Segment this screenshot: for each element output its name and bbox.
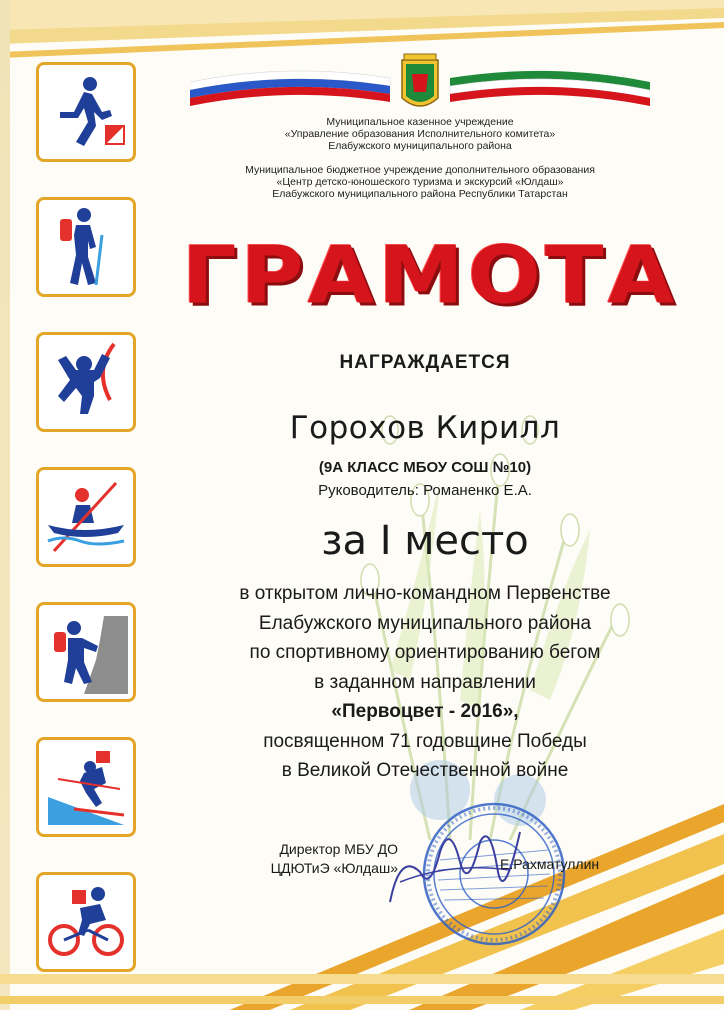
org1-line2: «Управление образования Исполнительного комитета» bbox=[284, 128, 556, 140]
description-line-4: в заданном направлении bbox=[314, 671, 536, 693]
org2-line3: Елабужского муниципального района Республики Татарстан bbox=[272, 188, 568, 200]
award-place: за I место bbox=[321, 518, 529, 564]
director-position-line-2: ЦДЮТиЭ «Юлдаш» bbox=[270, 860, 398, 876]
director-position-line-1: Директор МБУ ДО bbox=[279, 841, 398, 857]
org1-line1: Муниципальное казенное учреждение bbox=[326, 116, 514, 128]
kayaking-icon bbox=[36, 467, 136, 567]
description-line-3: по спортивному ориентированию бегом bbox=[249, 642, 601, 663]
cycling-icon bbox=[36, 872, 136, 972]
recipient-supervisor: Руководитель: Романенко Е.А. bbox=[318, 482, 532, 499]
issuer-organization-2 bbox=[170, 164, 670, 200]
hiking-icon bbox=[36, 197, 136, 297]
recipient-class: (9А КЛАСС МБОУ СОШ №10) bbox=[318, 459, 532, 476]
award-description bbox=[170, 579, 680, 786]
org2-line1: Муниципальное бюджетное учреждение дополнительного образования bbox=[245, 164, 595, 176]
recipient-name: Горохов Кирилл bbox=[289, 410, 561, 446]
certificate-title: ГРАМОТА bbox=[181, 230, 679, 322]
org1-line3: Елабужского муниципального района bbox=[328, 140, 512, 152]
description-line-6: посвященном 71 годовщине Победы bbox=[263, 730, 587, 752]
issuer-organization-1 bbox=[170, 116, 670, 152]
orienteering-icon bbox=[36, 62, 136, 162]
climbing-icon bbox=[36, 332, 136, 432]
top-decorative-stripe bbox=[0, 0, 724, 60]
description-line-7: в Великой Отечественной войне bbox=[281, 760, 569, 781]
sport-icons-column bbox=[36, 62, 140, 1007]
description-line-2: Елабужского муниципального района bbox=[258, 612, 592, 634]
org2-line2: «Центр детско-юношеского туризма и экскурсий «Юлдаш» bbox=[276, 176, 564, 188]
description-line-1: в открытом лично-командном Первенстве bbox=[239, 583, 611, 604]
mountaineering-icon bbox=[36, 602, 136, 702]
awarded-label: НАГРАЖДАЕТСЯ bbox=[339, 352, 511, 373]
event-name: «Первоцвет - 2016», bbox=[331, 701, 519, 722]
coat-of-arms-icon bbox=[402, 54, 438, 106]
director-position bbox=[258, 840, 398, 878]
director-name: Е.Рахматуллин bbox=[500, 856, 600, 872]
skiing-icon bbox=[36, 737, 136, 837]
emblem-with-flags bbox=[190, 52, 650, 124]
